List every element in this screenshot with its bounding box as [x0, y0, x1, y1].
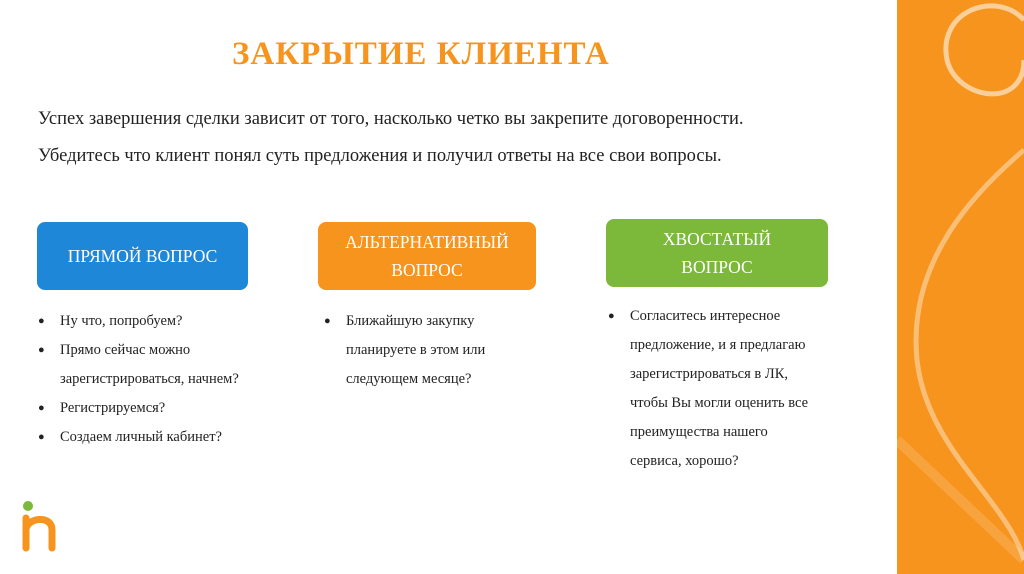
list-item: ● Регистрируемся? [38, 394, 239, 423]
decorative-orange-panel [897, 0, 1024, 574]
page-title: ЗАКРЫТИЕ КЛИЕНТА [232, 36, 610, 72]
direct-question-label: ПРЯМОЙ ВОПРОС [67, 246, 218, 266]
intro-line-2: Убедитесь что клиент понял суть предложения и получил ответы на все свои вопросы. [38, 146, 722, 166]
direct-question-list [38, 307, 239, 452]
bullet: ● [608, 310, 615, 322]
list-item: ● Прямо сейчас можно зарегистрироваться, начнем? [38, 336, 239, 394]
bullet: ● [324, 315, 331, 327]
alternative-question-card [318, 222, 536, 290]
list-item: ● Ну что, попробуем? [38, 307, 239, 336]
bullet: ● [38, 344, 45, 356]
tag-question-label-line1: ХВОСТАТЫЙ [662, 229, 772, 249]
alternative-question-label-line1: АЛЬТЕРНАТИВНЫЙ [345, 232, 509, 252]
tag-question-label-line2: ВОПРОС [681, 257, 753, 277]
intro-line-1: Успех завершения сделки зависит от того, насколько четко вы закрепите договоренности. [38, 109, 744, 129]
bullet: ● [38, 315, 45, 327]
brand-logo-icon [20, 500, 60, 557]
tag-question-card [606, 219, 828, 287]
alternative-question-label-line2: ВОПРОС [391, 260, 463, 280]
list-item: ● Согласитесь интересное предложение, и я предлагаю зарегистрироваться в ЛК, чтобы Вы могли оценить все преимущества нашего сервиса, хорошо? [608, 302, 858, 476]
tag-question-list [608, 302, 858, 476]
decorative-swirl-icon [897, 0, 1024, 574]
alternative-question-list [324, 307, 544, 394]
list-item: ● Ближайшую закупку планируете в этом или следующем месяце? [324, 307, 544, 394]
bullet: ● [38, 402, 45, 414]
direct-question-card [37, 222, 248, 290]
bullet: ● [38, 431, 45, 443]
list-item: ● Создаем личный кабинет? [38, 423, 239, 452]
